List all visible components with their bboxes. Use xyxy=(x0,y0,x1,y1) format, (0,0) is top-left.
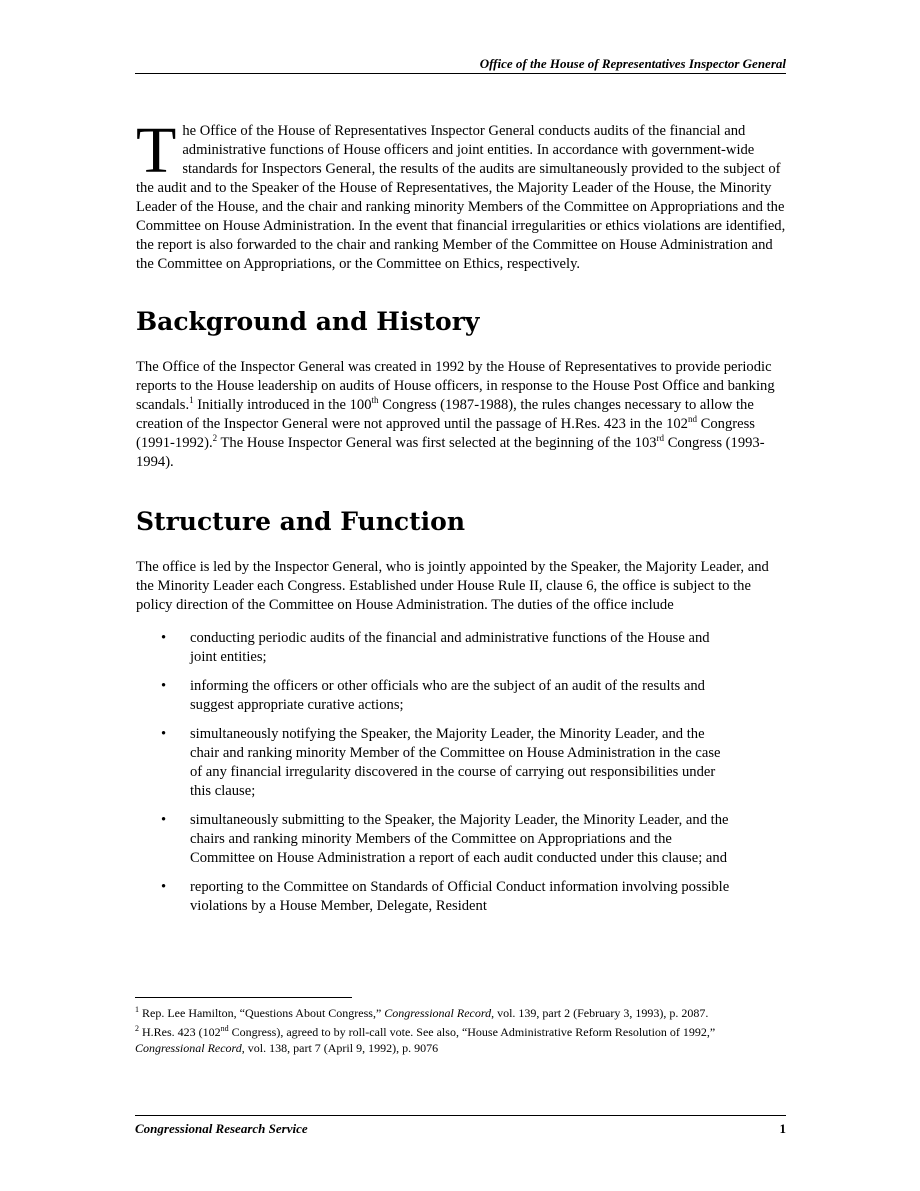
footnote-2 xyxy=(135,1024,787,1056)
drop-cap: T xyxy=(136,114,177,187)
footnote-italic: Congressional Record xyxy=(384,1006,492,1020)
footnote-ref-2[interactable]: 2 xyxy=(212,433,218,443)
bg-text-3: Congress (1987-1988), the rules changes necessary to allow the creation of the Inspector General were not approved until the passage of H.Res. 423 in the 102 xyxy=(136,397,754,432)
bullet-icon: • xyxy=(161,630,167,646)
page-number: 1 xyxy=(779,1121,786,1136)
intro-text: he Office of the House of Representatives Inspector General conducts audits of the financial and administrative functions of House officers and joint entities. In accordance with government-wide standards for Inspectors General, the results of the audits are simultaneously provided to the subject of the audit and to the Speaker of the House of Representatives, the Majority Leader of the House, the Minority Leader of the House, and the chair and ranking minority Members of the Committee on Appropriations and the Committee on House Administration. In the event that financial irregularities or ethics violations are identified, the report is also forwarded to the chair and ranking Member of the Committee on House Administration and the Committee on Appropriations, or the Committee on Ethics, respectively. xyxy=(136,123,786,272)
bullet-icon: • xyxy=(161,879,167,895)
ordinal-sup: nd xyxy=(220,1024,229,1033)
running-header: Office of the House of Representatives Inspector General xyxy=(479,56,786,71)
footnote-text: Congress), agreed to by roll-call vote. See also, “House Administrative Reform Resolution of 1992,” xyxy=(228,1025,716,1039)
bullet-icon: • xyxy=(161,812,167,828)
bg-text-5: The House Inspector General was first selected at the beginning of the 103 xyxy=(217,435,657,451)
footnote-text: Rep. Lee Hamilton, “Questions About Congress,” xyxy=(139,1006,385,1020)
duty-text: simultaneously notifying the Speaker, the Majority Leader, the Minority Leader, and the chair and ranking minority Member of the Committee on House Administration in the case of any financial irregularity discovered in the course of carrying out responsibilities under this clause; xyxy=(190,726,721,799)
list-item xyxy=(136,677,730,715)
structure-paragraph: The office is led by the Inspector General, who is jointly appointed by the Speaker, the Majority Leader, and the Minority Leader each Congress. Established under House Rule II, clause 6, the office is subject to the policy direction of the Committee on House Administration. The duties of the office include xyxy=(136,559,769,613)
duty-text: conducting periodic audits of the financial and administrative functions of the House and joint entities; xyxy=(190,630,710,665)
bg-text-4: Congress (1991-1992). xyxy=(136,416,755,451)
ordinal-sup: th xyxy=(371,395,379,405)
footnote-ref-1[interactable]: 1 xyxy=(189,395,194,405)
duties-list xyxy=(136,629,786,916)
bullet-icon: • xyxy=(161,726,167,742)
footnote-italic: Congressional Record xyxy=(135,1041,242,1055)
duty-text: simultaneously submitting to the Speaker, the Majority Leader, the Minority Leader, and the chairs and ranking minority Members of the Committee on Appropriations and the Committee on House Administration a report of each audit conducted under this clause; and xyxy=(190,812,729,866)
bullet-icon: • xyxy=(161,678,167,694)
structure-heading: Structure and Function xyxy=(136,507,466,536)
background-heading: Background and History xyxy=(136,307,480,336)
footer-rule xyxy=(135,1115,786,1116)
ordinal-sup: nd xyxy=(687,414,697,424)
running-footer xyxy=(135,1121,786,1137)
footnote-number: 2 xyxy=(135,1024,139,1033)
list-item xyxy=(136,725,730,801)
list-item xyxy=(136,811,730,868)
header-rule xyxy=(135,73,786,74)
footnote-text: H.Res. 423 (102 xyxy=(139,1025,221,1039)
ordinal-sup: rd xyxy=(656,433,665,443)
footnote-rule xyxy=(135,997,352,998)
footnote-number: 1 xyxy=(135,1005,139,1014)
intro-paragraph xyxy=(136,114,786,274)
list-item xyxy=(136,629,730,667)
footnote-text: , vol. 138, part 7 (April 9, 1992), p. 9076 xyxy=(241,1041,439,1055)
list-item xyxy=(136,878,730,916)
footnote-text: , vol. 139, part 2 (February 3, 1993), p. 2087. xyxy=(491,1006,709,1020)
bg-text-2: Initially introduced in the 100 xyxy=(193,397,372,413)
footnotes xyxy=(135,1005,787,1059)
bg-text-6: Congress (1993-1994). xyxy=(136,435,765,470)
bg-text-1: The Office of the Inspector General was created in 1992 by the House of Representatives to provide periodic reports to the House leadership on audits of House officers, in response to the House Post Office and banking scandals. xyxy=(136,359,775,413)
background-paragraph xyxy=(136,358,786,472)
duty-text: reporting to the Committee on Standards of Official Conduct information involving possible violations by a House Member, Delegate, Resident xyxy=(190,879,730,914)
footnote-1 xyxy=(135,1005,787,1021)
duty-text: informing the officers or other officials who are the subject of an audit of the results and suggest appropriate curative actions; xyxy=(190,678,705,713)
footer-source: Congressional Research Service xyxy=(135,1121,308,1136)
main-content xyxy=(136,114,786,926)
